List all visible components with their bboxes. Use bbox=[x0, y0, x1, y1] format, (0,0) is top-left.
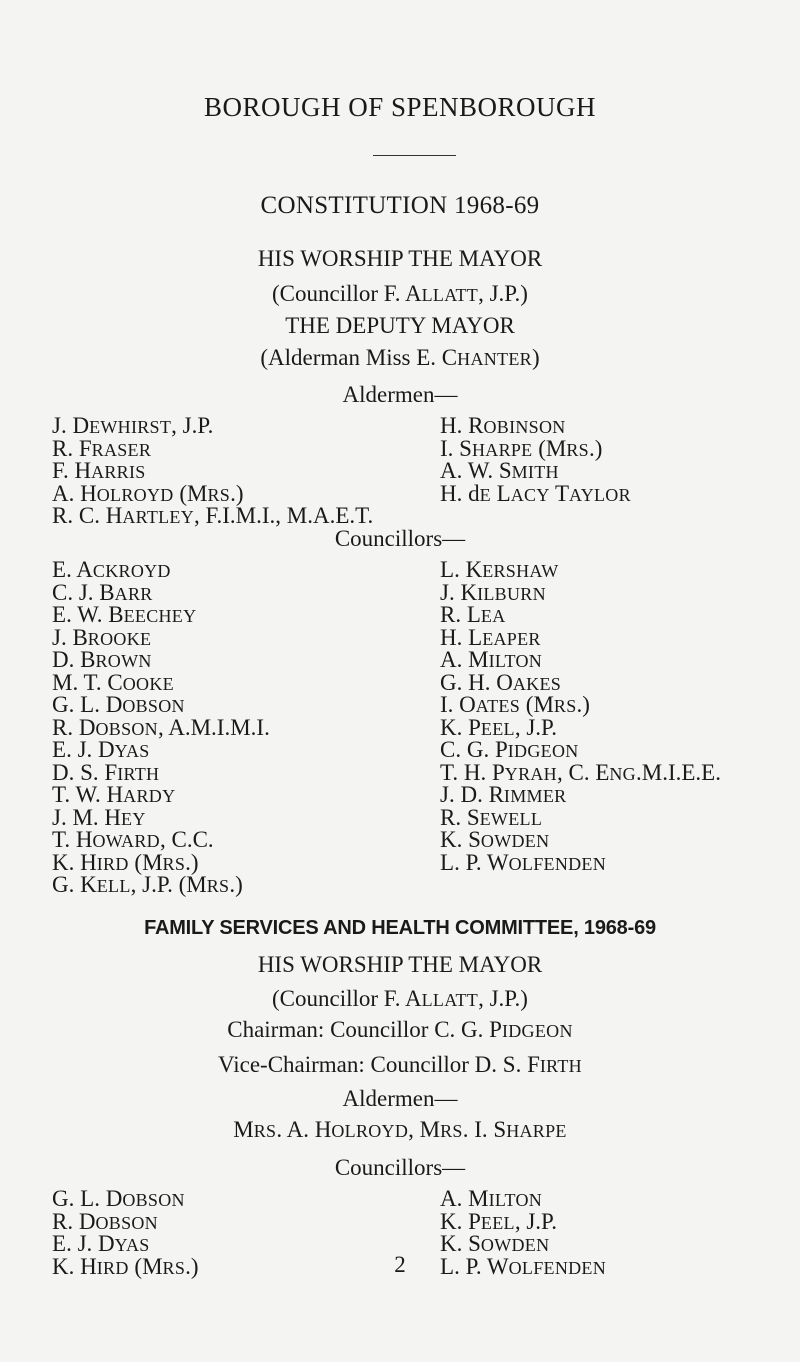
cou-left-item: E. W. BEECHEY bbox=[52, 602, 197, 627]
deputy-mayor-title: THE DEPUTY MAYOR bbox=[285, 313, 515, 338]
page-number: 2 bbox=[394, 1252, 406, 1277]
committee-vice-chairman: Vice-Chairman: Councillor D. S. FIRTH bbox=[218, 1052, 582, 1077]
committee-vice-chairman-sc: FIRTH bbox=[527, 1052, 582, 1077]
ald-left-item: R. C. HARTLEY, F.I.M.I., M.A.E.T. bbox=[52, 503, 374, 528]
deputy-mayor-name-sc: CHANTER) bbox=[441, 345, 540, 370]
cou-left-item: E. J. DYAS bbox=[52, 737, 150, 762]
cou-right-item: R. LEA bbox=[440, 602, 506, 627]
cou-left-item: E. ACKROYD bbox=[52, 557, 171, 582]
cou-right-item: I. OATES (MRS.) bbox=[440, 692, 590, 717]
committee-mayor-title: HIS WORSHIP THE MAYOR bbox=[257, 952, 543, 977]
committee-title: FAMILY SERVICES AND HEALTH COMMITTEE, 1968-69 bbox=[144, 917, 656, 939]
aldermen-heading: Aldermen— bbox=[342, 382, 458, 407]
committee-mayor-name: (Councillor F. ALLATT, J.P.) bbox=[272, 986, 528, 1011]
cou-right-item: L. P. WOLFENDEN bbox=[440, 849, 607, 875]
mayor-title: HIS WORSHIP THE MAYOR bbox=[257, 246, 543, 271]
cou-left-item: R. DOBSON, A.M.I.M.I. bbox=[52, 714, 270, 740]
constitution-title: CONSTITUTION 1968-69 bbox=[260, 192, 540, 219]
cou-left-item: M. T. COOKE bbox=[52, 669, 174, 695]
com-left-item: E. J. DYAS bbox=[52, 1231, 150, 1256]
cou-right-item: R. SEWELL bbox=[440, 804, 543, 830]
committee-aldermen-heading: Aldermen— bbox=[342, 1086, 458, 1111]
cou-left-item: T. W. HARDY bbox=[52, 782, 176, 807]
com-left-item: K. HIRD (MRS.) bbox=[52, 1253, 199, 1279]
cou-right-item: J. KILBURN bbox=[440, 579, 546, 605]
councillors-heading: Councillors— bbox=[334, 526, 466, 551]
committee-chairman-sc: PIDGEON bbox=[489, 1017, 573, 1042]
title-divider bbox=[373, 155, 456, 156]
ald-left-item: A. HOLROYD (MRS.) bbox=[52, 480, 244, 506]
com-left-item: R. DOBSON bbox=[52, 1208, 158, 1234]
cou-right-item: K. PEEL, J.P. bbox=[440, 714, 558, 740]
ald-left-item: J. DEWHIRST, J.P. bbox=[52, 413, 214, 438]
mayor-name-sc: ALLATT, J.P.) bbox=[404, 281, 528, 306]
ald-right-item: H. dE LACY TAYLOR bbox=[440, 480, 631, 506]
committee-mayor-name-sc: ALLATT, J.P.) bbox=[404, 986, 528, 1011]
committee-aldermen-line: MRS. A. HOLROYD, MRS. I. SHARPE bbox=[233, 1117, 567, 1142]
cou-right-item: K. SOWDEN bbox=[440, 827, 550, 852]
committee-chairman: Chairman: Councillor C. G. PIDGEON bbox=[227, 1017, 573, 1042]
cou-right-item: T. H. PYRAH, C. ENG.M.I.E.E. bbox=[440, 759, 721, 785]
cou-right-item: H. LEAPER bbox=[440, 624, 541, 650]
cou-right-item: L. KERSHAW bbox=[440, 557, 559, 582]
cou-left-item: G. KELL, J.P. (MRS.) bbox=[52, 872, 243, 897]
com-left-item: G. L. DOBSON bbox=[52, 1186, 185, 1211]
cou-left-item: C. J. BARR bbox=[52, 579, 153, 605]
com-right-item: K. PEEL, J.P. bbox=[440, 1208, 558, 1234]
cou-left-item: J. BROOKE bbox=[52, 624, 152, 650]
cou-right-item: C. G. PIDGEON bbox=[440, 737, 579, 762]
cou-left-item: D. S. FIRTH bbox=[52, 759, 160, 785]
cou-right-item: A. MILTON bbox=[440, 647, 543, 672]
com-right-item: K. SOWDEN bbox=[440, 1231, 550, 1256]
ald-right-item: A. W. SMITH bbox=[440, 458, 559, 483]
ald-left-item: F. HARRIS bbox=[52, 458, 146, 483]
deputy-mayor-name: (Alderman Miss E. CHANTER) bbox=[260, 345, 540, 370]
cou-right-item: G. H. OAKES bbox=[440, 669, 562, 695]
mayor-name: (Councillor F. ALLATT, J.P.) bbox=[272, 281, 528, 306]
ald-left-item: R. FRASER bbox=[52, 435, 152, 461]
cou-left-item: J. M. HEY bbox=[52, 804, 146, 830]
cou-right-item: J. D. RIMMER bbox=[440, 782, 567, 807]
borough-title: BOROUGH OF SPENBOROUGH bbox=[203, 92, 597, 122]
cou-left-item: K. HIRD (MRS.) bbox=[52, 849, 199, 875]
cou-left-item: G. L. DOBSON bbox=[52, 692, 185, 717]
cou-left-item: D. BROWN bbox=[52, 647, 152, 672]
ald-right-item: H. ROBINSON bbox=[440, 413, 566, 438]
cou-left-item: T. HOWARD, C.C. bbox=[52, 827, 214, 852]
com-right-item: A. MILTON bbox=[440, 1186, 543, 1211]
committee-councillors-heading: Councillors— bbox=[334, 1155, 466, 1180]
ald-right-item: I. SHARPE (MRS.) bbox=[440, 435, 603, 461]
com-right-item: L. P. WOLFENDEN bbox=[440, 1253, 607, 1279]
